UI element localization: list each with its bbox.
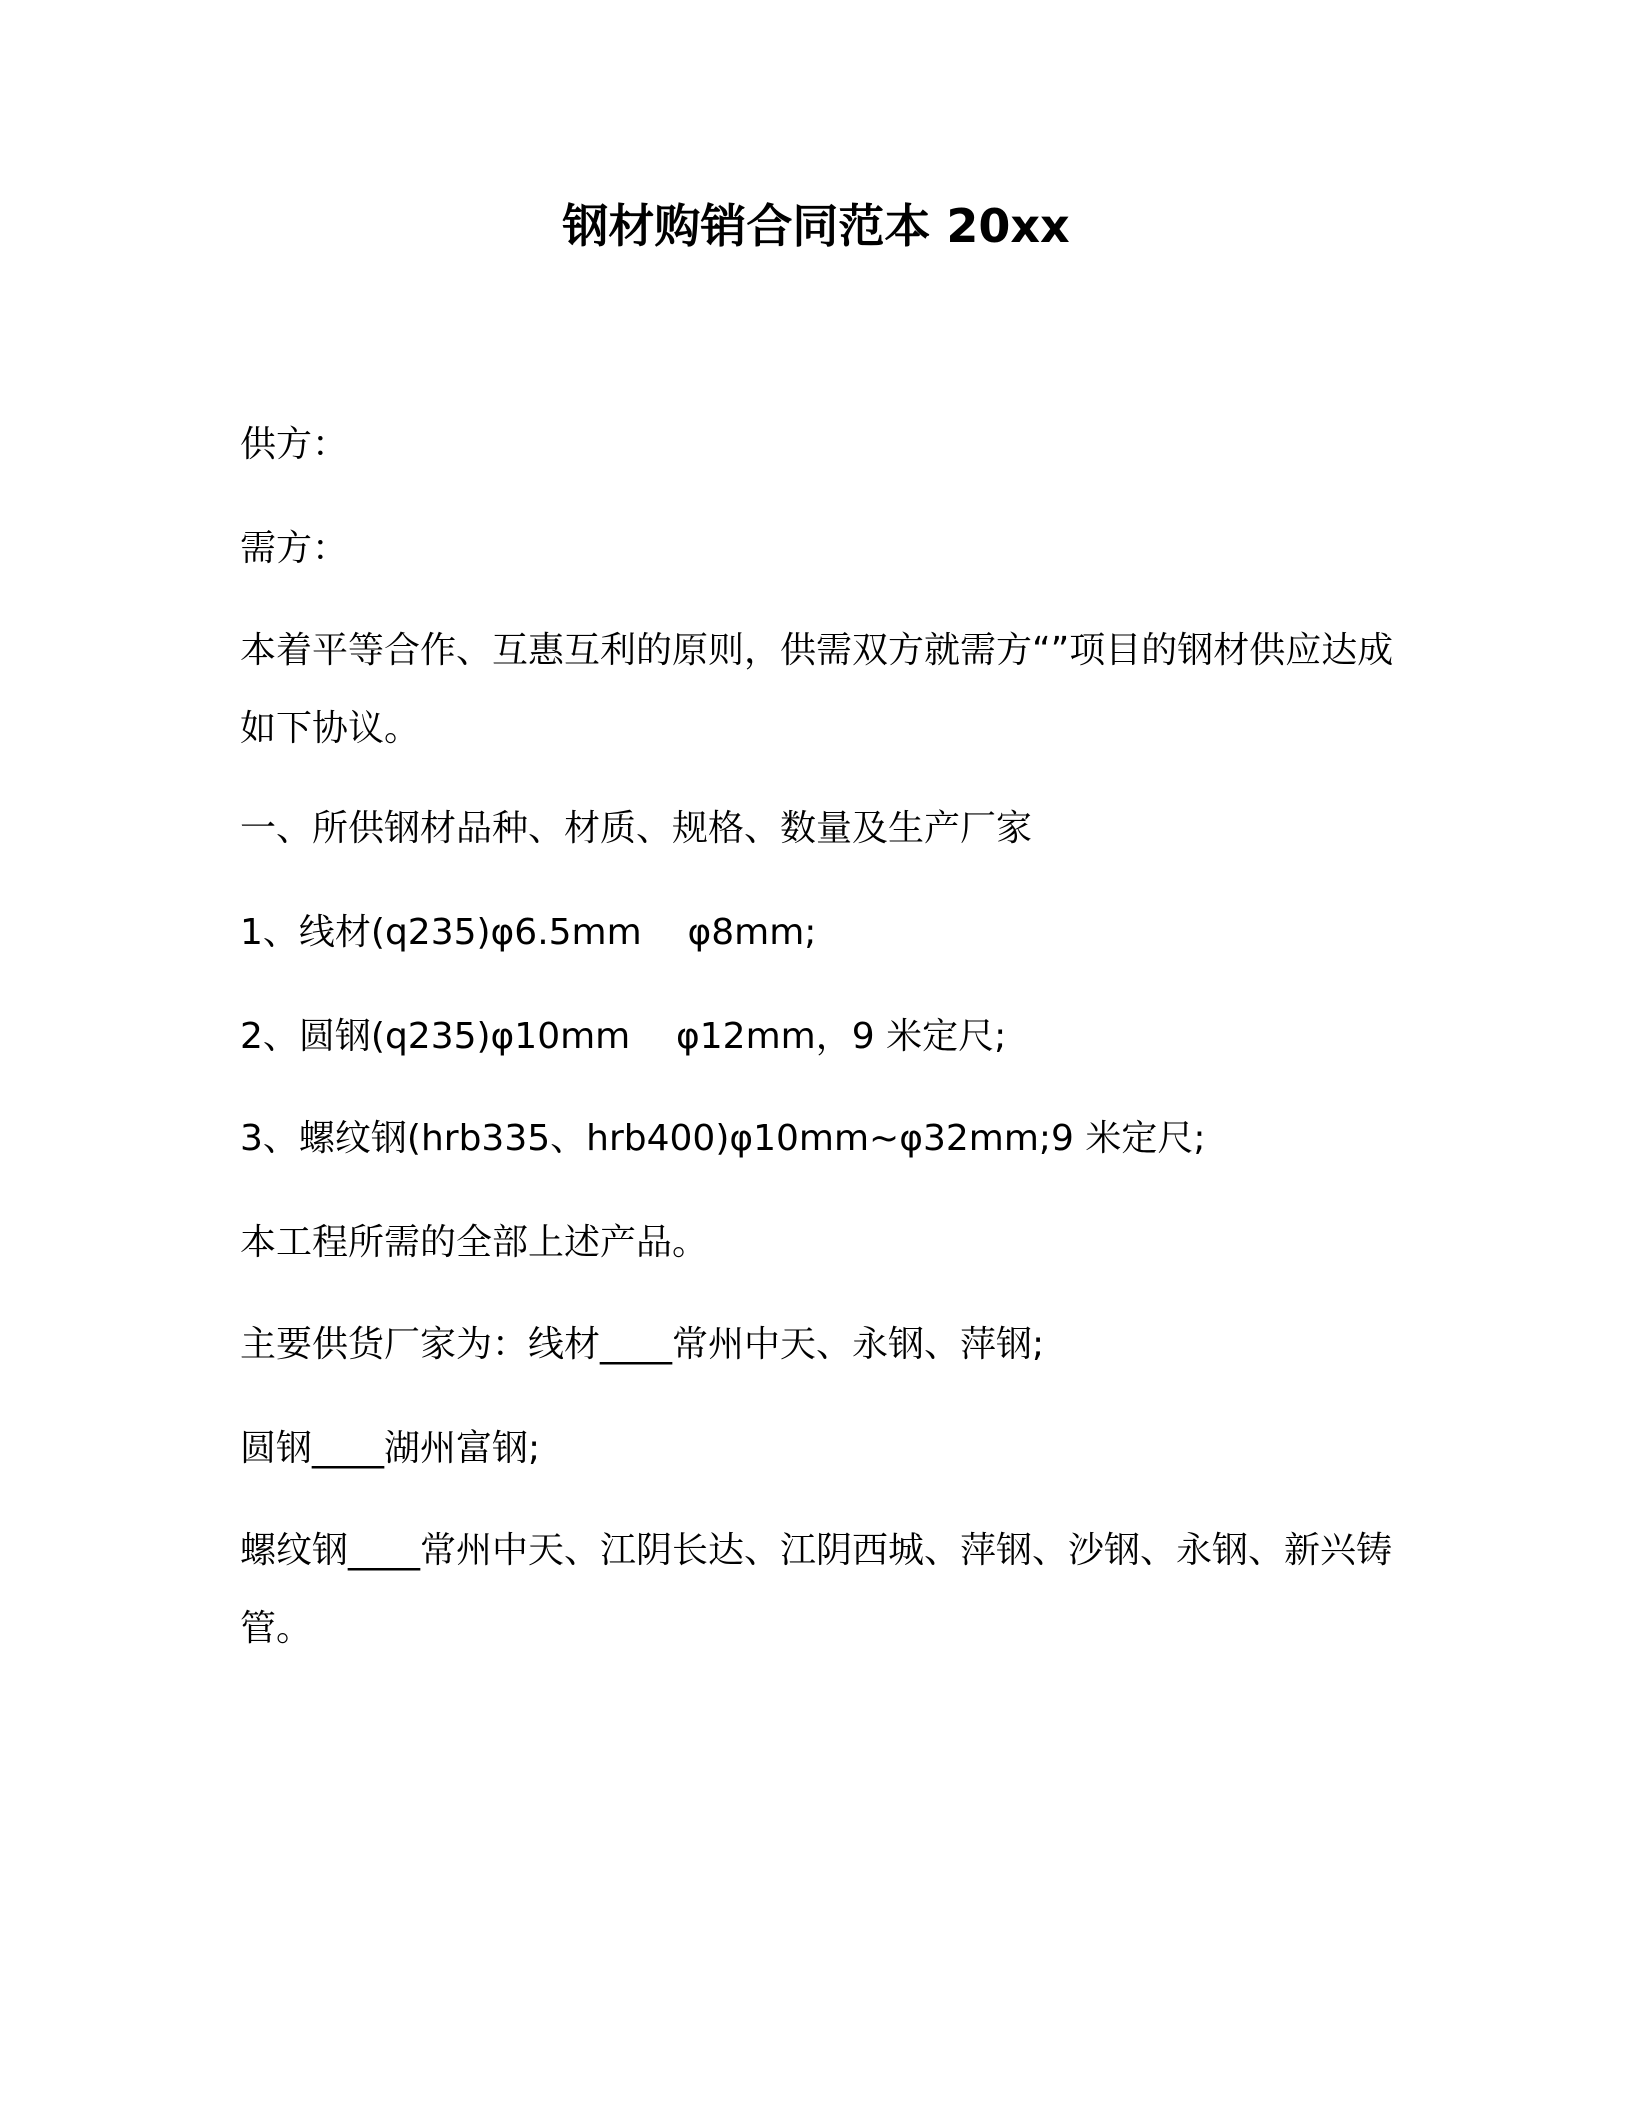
- supplier-line: 供方：: [240, 424, 349, 465]
- section-heading-1: 一、所供钢材品种、材质、规格、数量及生产厂家: [240, 808, 1033, 849]
- scope-statement: 本工程所需的全部上述产品。: [240, 1222, 709, 1263]
- item-rebar: 3、螺纹钢(hrb335、hrb400)φ10mm~φ32mm;9 米定尺;: [240, 1118, 1206, 1159]
- item-round-steel: 2、圆钢(q235)φ10mm φ12mm，9 米定尺;: [240, 1016, 1007, 1057]
- suppliers-rebar: 螺纹钢____常州中天、江阴长达、江阴西城、萍钢、沙钢、永钢、新兴铸管。: [240, 1530, 1393, 1649]
- buyer-line: 需方：: [240, 528, 349, 569]
- intro-paragraph: 本着平等合作、互惠互利的原则，供需双方就需方“”项目的钢材供应达成如下协议。: [240, 630, 1394, 749]
- suppliers-round-steel: 圆钢____湖州富钢;: [240, 1428, 541, 1469]
- item-wire-rod: 1、线材(q235)φ6.5mm φ8mm;: [240, 912, 817, 953]
- document-title: 钢材购销合同范本 20xx: [562, 199, 1070, 253]
- suppliers-wire-rod: 主要供货厂家为：线材____常州中天、永钢、萍钢;: [240, 1324, 1045, 1365]
